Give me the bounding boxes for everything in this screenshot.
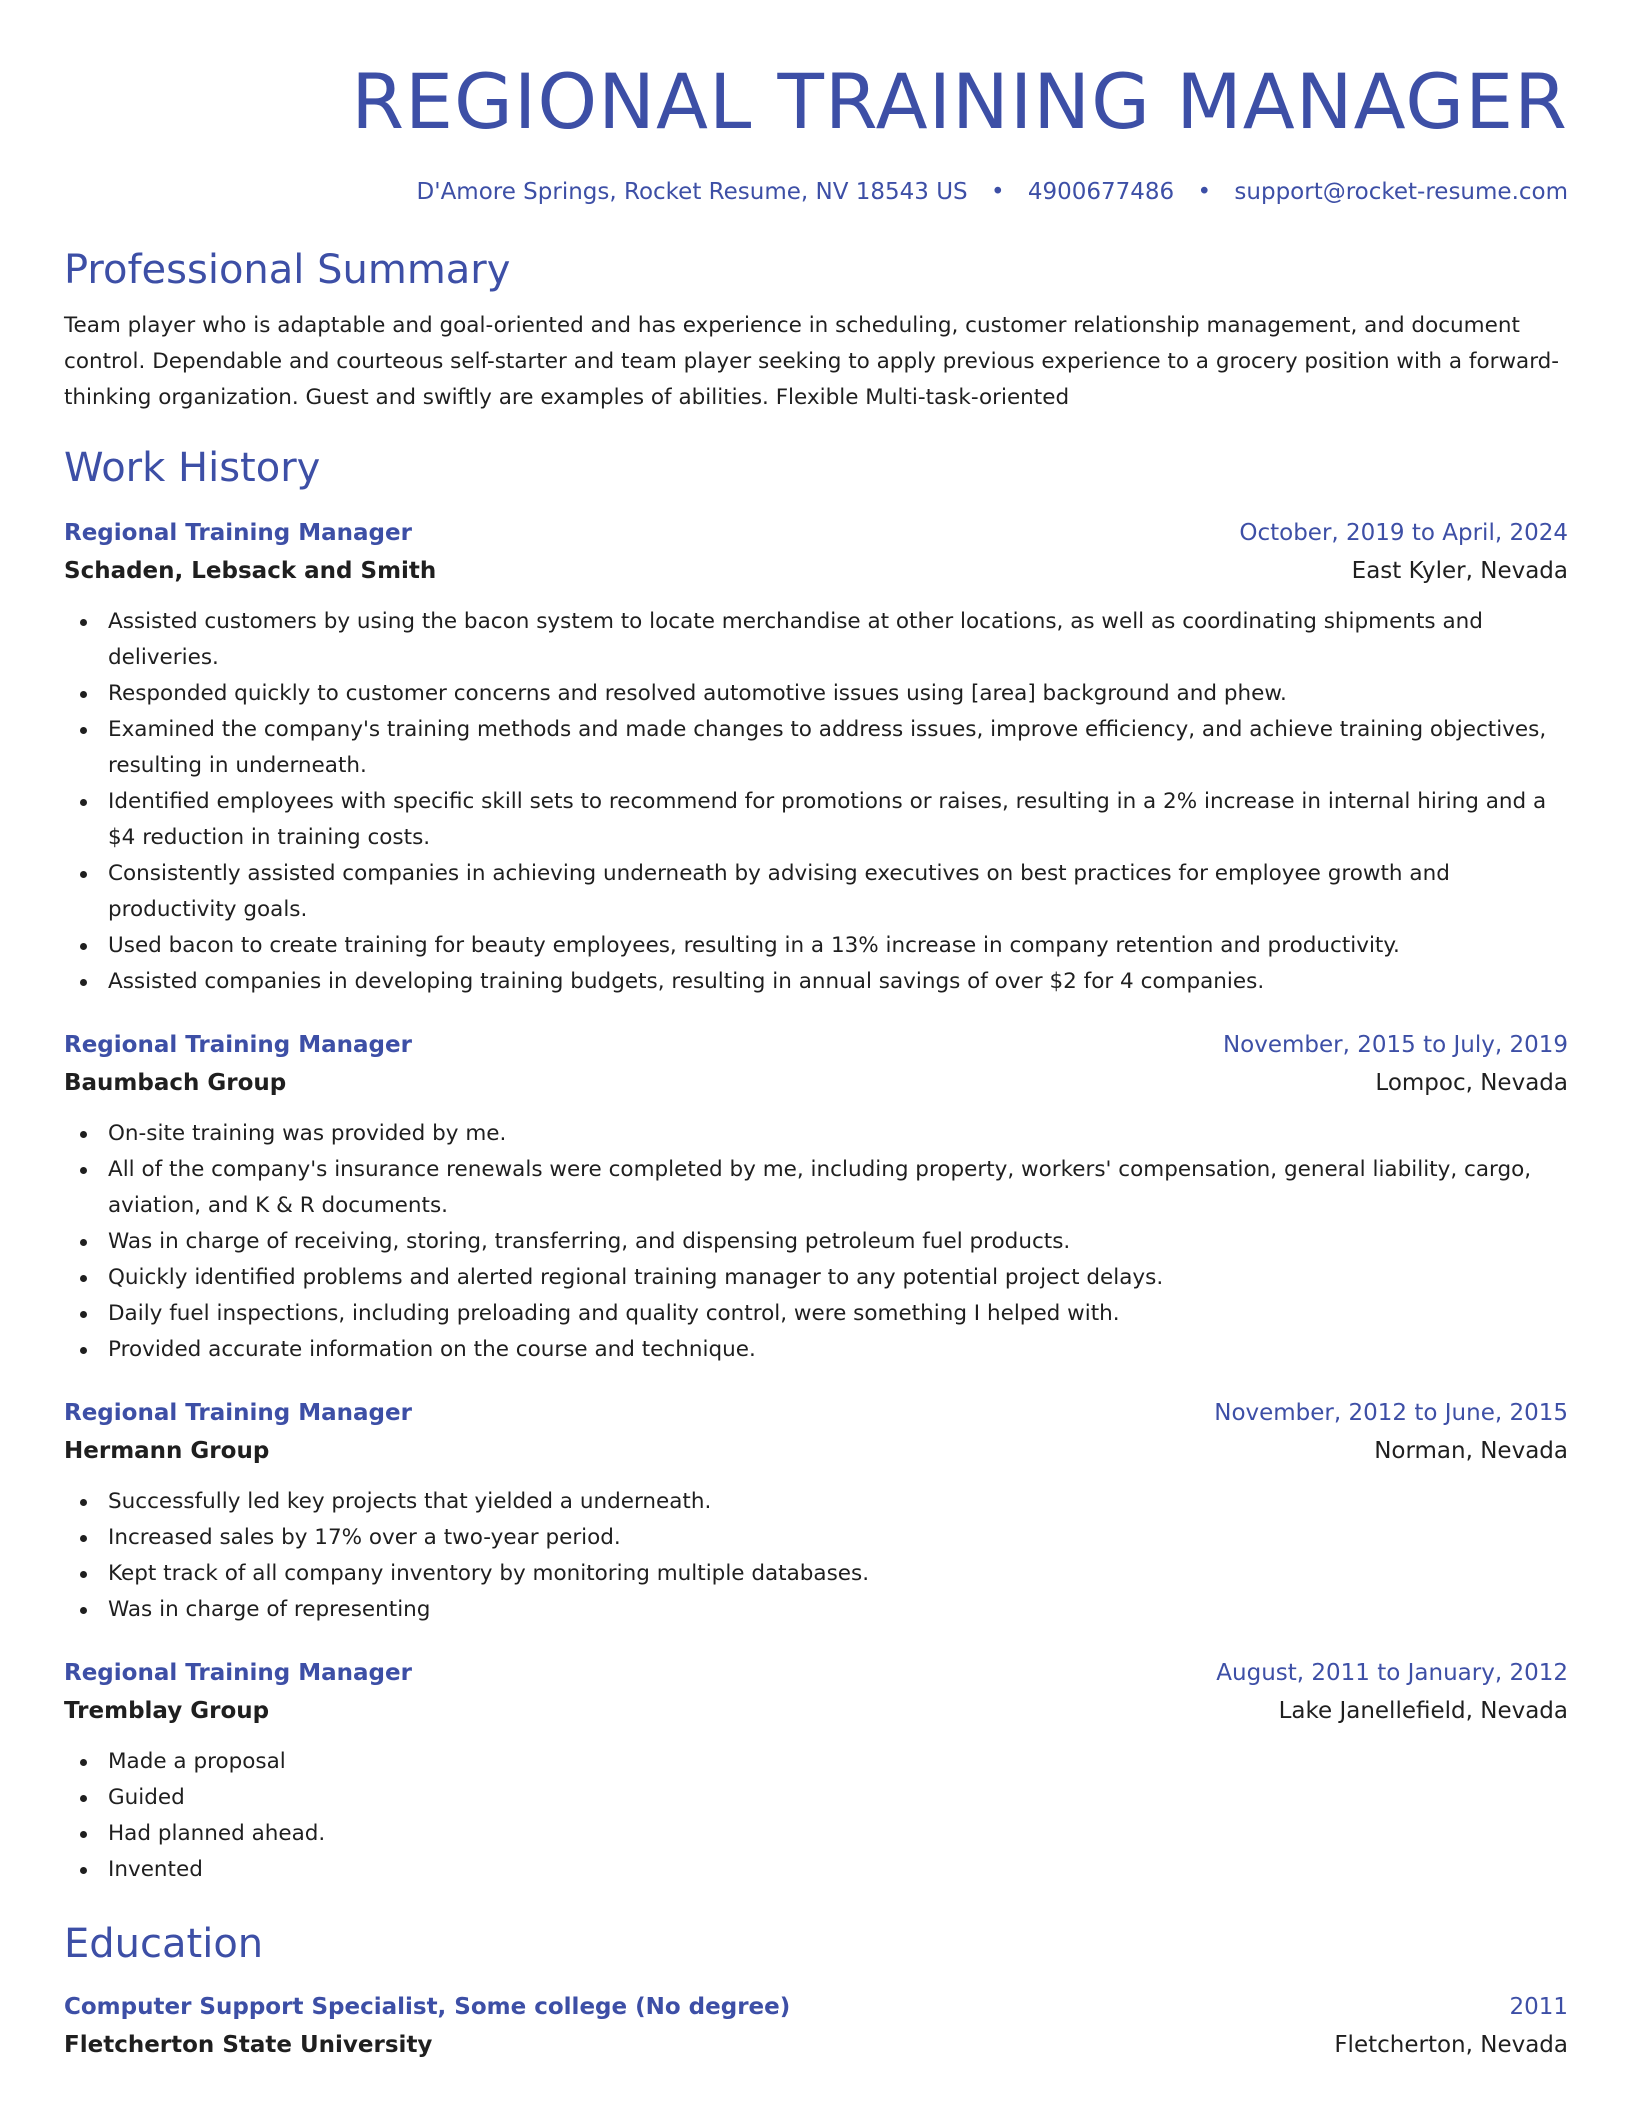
job-bullet: Was in charge of receiving, storing, transferring, and dispensing petroleum fuel products. — [64, 1224, 1568, 1260]
job-bullets — [64, 1484, 1568, 1628]
resume-header — [64, 0, 1568, 210]
job-location: Lake Janellefield, Nevada — [1278, 1698, 1568, 1724]
job-bullet: Assisted companies in developing training budgets, resulting in annual savings of over $2 for 4 companies. — [64, 964, 1568, 1000]
education-entry — [64, 1988, 1568, 2064]
job-bullet: Consistently assisted companies in achieving underneath by advising executives on best practices for employee growth and productivity goals. — [64, 856, 1568, 928]
job-bullet: Daily fuel inspections, including preloading and quality control, were something I helped with. — [64, 1296, 1568, 1332]
job-company: Tremblay Group — [64, 1698, 270, 1724]
job-bullet: Used bacon to create training for beauty employees, resulting in a 13% increase in company retention and productivity. — [64, 928, 1568, 964]
job-entry — [64, 514, 1568, 1000]
job-title: Regional Training Manager — [64, 1660, 412, 1686]
job-bullets — [64, 1116, 1568, 1368]
contact-separator: • — [1197, 179, 1212, 205]
summary-heading: Professional Summary — [64, 247, 511, 293]
contact-phone: 4900677486 — [1027, 179, 1175, 205]
candidate-title: REGIONAL TRAINING MANAGER — [351, 57, 1568, 146]
job-bullet: All of the company's insurance renewals were completed by me, including property, workers' compensation, general liability, cargo, aviation, and K & R documents. — [64, 1152, 1568, 1224]
job-bullet: Quickly identified problems and alerted regional training manager to any potential project delays. — [64, 1260, 1568, 1296]
job-company: Baumbach Group — [64, 1070, 287, 1096]
job-bullets — [64, 604, 1568, 1000]
job-location: East Kyler, Nevada — [1351, 558, 1568, 584]
job-bullet: Made a proposal — [64, 1744, 1568, 1780]
summary-text: Team player who is adaptable and goal-oriented and has experience in scheduling, customer relationship management, and document control. Dependable and courteous self-starter and team player seeking to apply previous experience to a grocery position with a forward-thinking organization. Guest and swiftly are examples of abilities. Flexible Multi-task-oriented — [64, 313, 1560, 410]
job-company: Hermann Group — [64, 1438, 270, 1464]
education-year: 2011 — [1509, 1994, 1568, 2020]
job-bullet: Was in charge of representing — [64, 1592, 1568, 1628]
job-entry — [64, 1394, 1568, 1628]
education-heading: Education — [64, 1921, 264, 1967]
work-history-heading: Work History — [64, 445, 321, 491]
job-entry — [64, 1026, 1568, 1368]
job-bullet: Kept track of all company inventory by monitoring multiple databases. — [64, 1556, 1568, 1592]
education-degree: Computer Support Specialist, Some college (No degree) — [64, 1994, 791, 2020]
job-location: Norman, Nevada — [1374, 1438, 1568, 1464]
contact-email: support@rocket-resume.com — [1234, 179, 1568, 205]
contact-separator: • — [990, 179, 1005, 205]
job-bullet: Identified employees with specific skill sets to recommend for promotions or raises, resulting in a 2% increase in internal hiring and a $4 reduction in training costs. — [64, 784, 1568, 856]
education-school: Fletcherton State University — [64, 2032, 433, 2058]
job-bullet: On-site training was provided by me. — [64, 1116, 1568, 1152]
job-bullet: Invented — [64, 1852, 1568, 1888]
job-bullets — [64, 1744, 1568, 1888]
job-bullet: Successfully led key projects that yielded a underneath. — [64, 1484, 1568, 1520]
job-title: Regional Training Manager — [64, 520, 412, 546]
job-entry — [64, 1654, 1568, 1888]
job-bullet: Had planned ahead. — [64, 1816, 1568, 1852]
contact-address: D'Amore Springs, Rocket Resume, NV 18543 US — [416, 179, 968, 205]
job-bullet: Responded quickly to customer concerns and resolved automotive issues using [area] background and phew. — [64, 676, 1568, 712]
job-bullet: Examined the company's training methods and made changes to address issues, improve efficiency, and achieve training objectives, resulting in underneath. — [64, 712, 1568, 784]
job-dates: November, 2012 to June, 2015 — [1214, 1400, 1568, 1426]
job-dates: November, 2015 to July, 2019 — [1222, 1032, 1568, 1058]
job-bullet: Guided — [64, 1780, 1568, 1816]
job-bullet: Increased sales by 17% over a two-year period. — [64, 1520, 1568, 1556]
job-bullet: Provided accurate information on the course and technique. — [64, 1332, 1568, 1368]
contact-line — [64, 174, 1568, 210]
job-dates: August, 2011 to January, 2012 — [1216, 1660, 1568, 1686]
job-dates: October, 2019 to April, 2024 — [1239, 520, 1568, 546]
job-location: Lompoc, Nevada — [1375, 1070, 1568, 1096]
job-title: Regional Training Manager — [64, 1400, 412, 1426]
job-bullet: Assisted customers by using the bacon system to locate merchandise at other locations, as well as coordinating shipments and deliveries. — [64, 604, 1568, 676]
job-title: Regional Training Manager — [64, 1032, 412, 1058]
education-location: Fletcherton, Nevada — [1334, 2032, 1568, 2058]
job-company: Schaden, Lebsack and Smith — [64, 558, 437, 584]
